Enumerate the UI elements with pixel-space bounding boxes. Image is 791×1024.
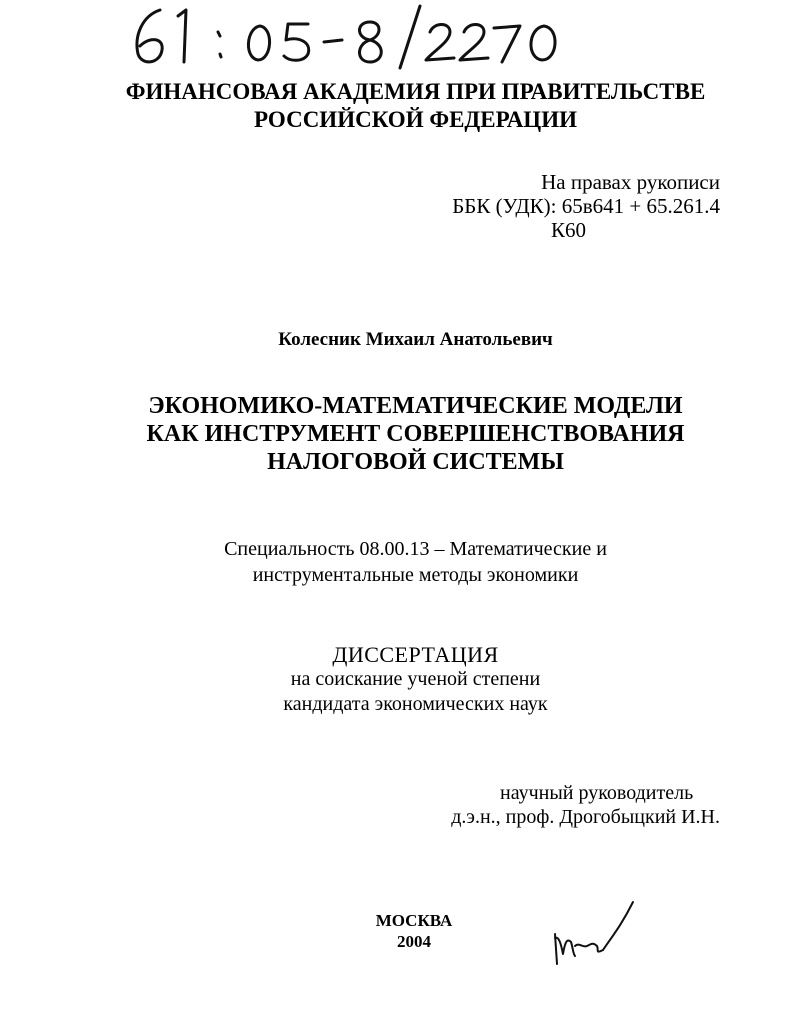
specialty-line-2: инструментальные методы экономики <box>252 564 579 586</box>
supervisor-role: научный руководитель <box>500 782 694 804</box>
specialty-line-1: Специальность 08.00.13 – Математические и <box>224 538 607 560</box>
academy-line-2: РОССИЙСКОЙ ФЕДЕРАЦИИ <box>254 107 577 132</box>
author-mark: К60 <box>551 218 587 242</box>
classification-code: ББК (УДК): 65в641 + 65.261.4 <box>452 194 720 218</box>
place-and-year <box>314 910 514 952</box>
title-line-2: КАК ИНСТРУМЕНТ СОВЕРШЕНСТВОВАНИЯ <box>146 421 685 447</box>
degree-line-2: кандидата экономических наук <box>283 693 548 715</box>
academy-name <box>20 78 791 134</box>
specialty-block <box>20 536 791 588</box>
handwritten-catalog-number <box>120 2 580 72</box>
supervisor-name: д.э.н., проф. Дрогобыцкий И.Н. <box>451 806 720 828</box>
manuscript-rights-block <box>420 170 720 242</box>
title-line-1: ЭКОНОМИКО-МАТЕМАТИЧЕСКИЕ МОДЕЛИ <box>148 393 683 419</box>
academy-line-1: ФИНАНСОВАЯ АКАДЕМИЯ ПРИ ПРАВИТЕЛЬСТВЕ <box>125 79 706 104</box>
supervisor-block <box>390 781 720 829</box>
dissertation-title <box>20 392 791 476</box>
document-type-heading: ДИССЕРТАЦИЯ <box>332 642 499 667</box>
degree-line-1: на соискание ученой степени <box>290 668 541 690</box>
signature <box>545 898 645 968</box>
year: 2004 <box>397 932 431 951</box>
degree-block <box>20 642 791 717</box>
city: МОСКВА <box>375 911 453 930</box>
rights-line-1: На правах рукописи <box>541 170 720 194</box>
title-line-3: НАЛОГОВОЙ СИСТЕМЫ <box>267 449 564 475</box>
author-name: Колесник Михаил Анатольевич <box>278 329 553 350</box>
